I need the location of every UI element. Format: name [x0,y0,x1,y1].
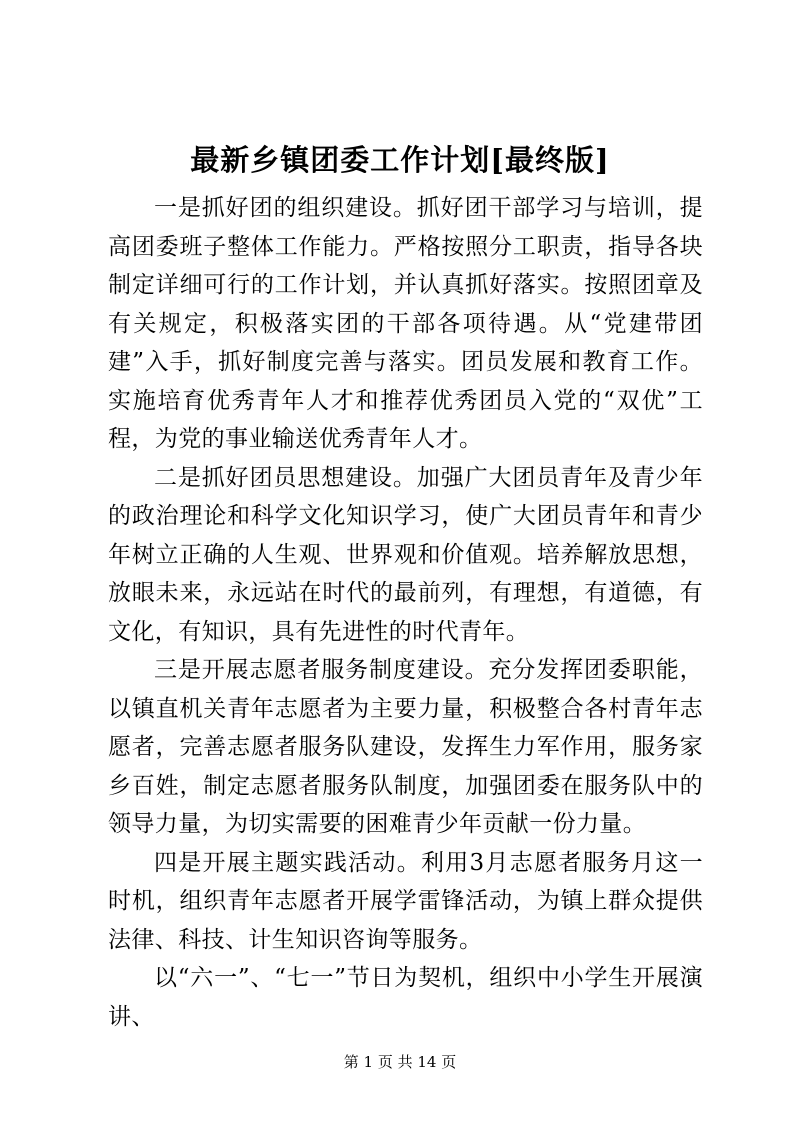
page-footer: 第 1 页 共 14 页 [343,1053,457,1071]
paragraph-activities: 四是开展主题实践活动。利用3月志愿者服务月这一时机，组织青年志愿者开展学雷锋活动，为镇上群众提供法律、科技、计生知识咨询等服务。 [108,849,703,953]
paragraph-volunteer: 三是开展志愿者服务制度建设。充分发挥团委职能，以镇直机关青年志愿者为主要力量，积极整合各村青年志愿者，完善志愿者服务队建设，发挥生力军作用，服务家乡百姓，制定志愿者服务队制度，加强团委在服务队中的领导力量，为切实需要的困难青少年贡献一份力量。 [108,657,703,837]
document-body [108,189,703,1036]
paragraph-festivals: 以“六一”、“七一”节日为契机，组织中小学生开展演讲、 [108,965,703,1030]
document-title: 最新乡镇团委工作计划[最终版] [190,143,610,177]
paragraph-organization: 一是抓好团的组织建设。抓好团干部学习与培训，提高团委班子整体工作能力。严格按照分工职责，指导各块制定详细可行的工作计划，并认真抓好落实。按照团章及有关规定，积极落实团的干部各项待遇。从“党建带团建”入手，抓好制度完善与落实。团员发展和教育工作。实施培育优秀青年人才和推荐优秀团员入党的“双优”工程，为党的事业输送优秀青年人才。 [108,195,703,452]
paragraph-ideology: 二是抓好团员思想建设。加强广大团员青年及青少年的政治理论和科学文化知识学习，使广大团员青年和青少年树立正确的人生观、世界观和价值观。培养解放思想，放眼未来，永远站在时代的最前列，有理想，有道德，有文化，有知识，具有先进性的时代青年。 [108,464,703,645]
